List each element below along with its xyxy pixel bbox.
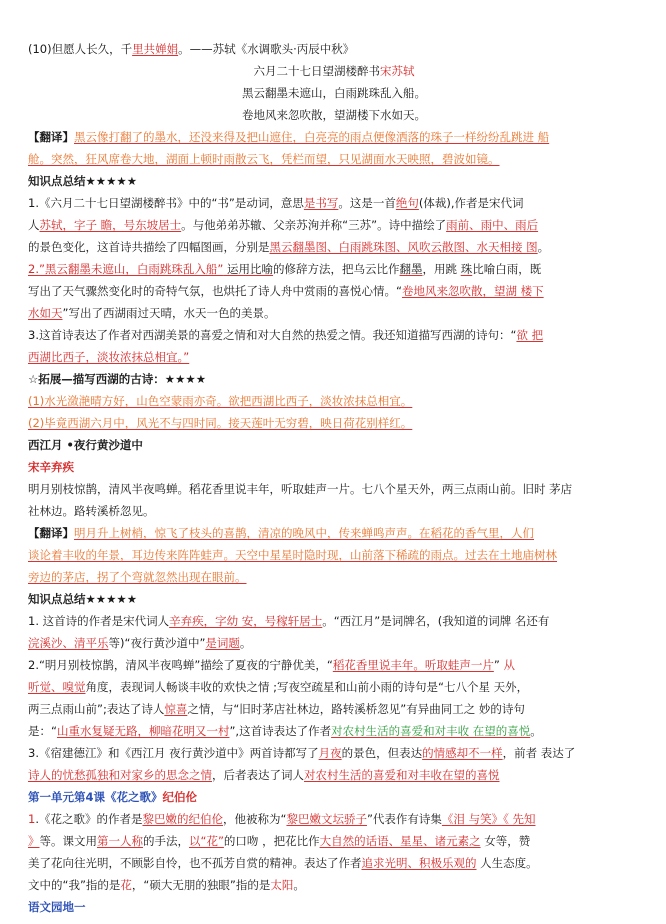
text-line: 西湖比西子，淡妆浓抹总相宜。” [28, 350, 190, 364]
section-heading: 语文园地一 [28, 900, 86, 914]
section-heading: ☆拓展—描写西湖的古诗：★★★★ [28, 372, 207, 386]
poem-title: 六月二十七日望湖楼醉书宋苏轼 [253, 64, 415, 78]
text-line: 3.这首诗表达了作者对西湖美景的喜爱之情和对大自然的热爱之情。我还知道描写西湖的诗句：“欲 把 [28, 328, 544, 342]
text-line: 文中的“我”指的是花，“硕大无朋的独眼”指的是太阳。 [28, 878, 305, 892]
text-line: 》等。课文用第一人称的手法，以“花”的口吻 ，把花比作大自然的话语、星星、诸元素之 女等，赞 [28, 834, 531, 848]
list-item: (1)水光潋滟晴方好，山色空蒙雨亦奇。欲把西湖比西子，淡妆浓抹总相宜。 [28, 394, 413, 408]
poem-line-2: 卷地风来忽吹散，望湖楼下水如天。 [242, 108, 426, 122]
translation-line: 【翻译】黑云像打翻了的墨水，还没来得及把山遮住，白亮亮的雨点便像洒落的珠子一样纷纷乱跳进 船 [28, 130, 550, 144]
text-line [28, 38, 640, 60]
text-line: 明月别枝惊鹊，清风半夜鸣蝉。稻花香里说丰年，听取蛙声一片。七八个星天外，两三点雨山前。旧时 茅店 [28, 482, 573, 496]
text-line: 3.《宿建德江》和《西江月 夜行黄沙道中》两首诗都写了月夜的景色，但表达的情感却不一样，前者 表达了 [28, 746, 576, 760]
text-line: 人苏轼，字子 瞻，号东坡居士。与他弟弟苏辙、父亲苏洵并称“三苏”。诗中描绘了雨前、雨中、雨后 [28, 218, 539, 232]
text-line: 诗人的忧愁孤独和对家乡的思念之情，后者表达了词人对农村生活的喜爱和对丰收在望的喜悦 [28, 768, 500, 782]
text-line: 社林边。路转溪桥忽见。 [28, 504, 155, 518]
text-line: 的景色变化，这首诗共描绘了四幅图画，分别是黑云翻墨图、白雨跳珠图、风吹云散图、水天相接 图。 [28, 240, 550, 254]
poem-line-1: 黑云翻墨未遮山，白雨跳珠乱入船。 [242, 86, 426, 100]
text-line: 听觉、嗅觉角度，表现词人畅谈丰收的欢快之情 ;写夜空疏星和山前小雨的诗句是“七八个星 天外， [28, 680, 529, 694]
text-line: 两三点雨山前”;表达了诗人惊喜之情，与“旧时茅店社林边，路转溪桥忽见”有异曲同工之 妙的诗句 [28, 702, 525, 716]
translation-line: 谈论着丰收的年景，耳边传来阵阵蛙声。天空中星星时隐时现，山前落下稀疏的雨点。过去在土地庙树林 [28, 548, 557, 562]
translation-line: 舱。突然，狂风席卷大地，湖面上顿时雨散云飞，凭栏而望，只见湖面水天映照，碧波如镜。 [28, 152, 500, 166]
poem-author: 宋辛弃疾 [28, 460, 74, 474]
text-line: 2.“明月别枝惊鹊，清风半夜鸣蝉”描绘了夏夜的宁静优美，“稻花香里说丰年。听取蛙声一片” 从 [28, 658, 515, 672]
text-line: 写出了天气骤然变化时的奇特气氛，也烘托了诗人舟中赏雨的喜悦心情。“卷地风来忽吹散，望湖 楼下 [28, 284, 544, 298]
text-line: 1.《六月二十七日望湖楼醉书》中的“书”是动词，意思是书写。这是一首绝句(体裁),作者是宋代词 [28, 196, 524, 210]
translation-line: 旁边的茅店，拐了个弯就忽然出现在眼前。 [28, 570, 247, 584]
lesson-heading: 第一单元第4课《花之歌》纪伯伦 [28, 790, 198, 804]
text-line: 美了花向往光明，不顾影自怜，也不孤芳自赏的精神。表达了作者追求光明、积极乐观的 人生态度。 [28, 856, 538, 870]
section-heading: 知识点总结★★★★★ [28, 592, 138, 606]
text-line: 2.”黑云翻墨未遮山，白雨跳珠乱入船” 运用比喻的修辞方法，把乌云比作翻墨，用跳 珠比喻白雨，既 [28, 262, 542, 276]
poem-title: 西江月 •夜行黄沙道中 [28, 438, 143, 452]
translation-line: 【翻译】明月升上树梢，惊飞了枝头的喜鹊，清凉的晚风中，传来蝉鸣声声。在稻花的香气里，人们 [28, 526, 534, 540]
text-line: 1.《花之歌》的作者是黎巴嫩的纪伯伦，他被称为“黎巴嫩文坛骄子”代表作有诗集《泪 与笑》《 先知 [28, 812, 536, 826]
text-line: 浣溪沙、清平乐等)“夜行黄沙道中”是词题。 [28, 636, 252, 650]
text-line: 水如天”写出了西湖雨过天晴，水天一色的美景。 [28, 306, 276, 320]
text-line: 是：“山重水复疑无路，柳暗花明又一村”,这首诗表达了作者对农村生活的喜爱和对丰收 在望的喜悦。 [28, 724, 542, 738]
quote-line: (10)但愿人长久，千里共婵娟。——苏轼《水调歌头·丙辰中秋》 [28, 42, 355, 56]
list-item: (2)毕竟西湖六月中，风光不与四时同。接天莲叶无穷碧，映日荷花别样红。 [28, 416, 413, 430]
document-page [28, 38, 640, 918]
text-line: 1. 这首诗的作者是宋代词人辛弃疾，字幼 安，号稼轩居士。“西江月”是词牌名，(我知道的词牌 名还有 [28, 614, 550, 628]
section-heading: 知识点总结★★★★★ [28, 174, 138, 188]
